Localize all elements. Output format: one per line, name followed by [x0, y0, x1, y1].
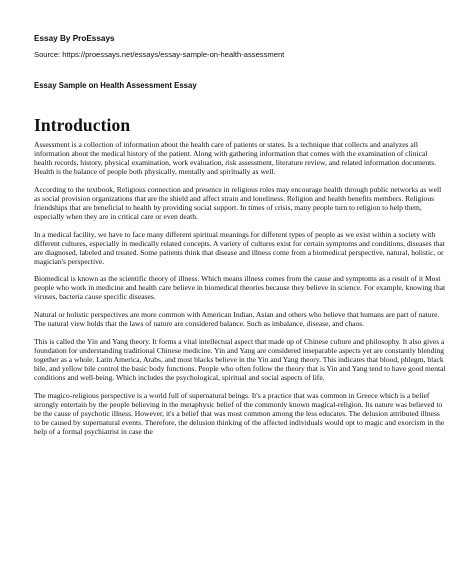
source-line [34, 50, 284, 59]
paragraph: Natural or holistic perspectives are more common with American Indian, Asian and others who believe that humans are part of nature. The natural view holds that the laws of nature are considered balance. Such as imbalance, disease, and chaos. [34, 310, 440, 329]
source-url[interactable]: https://proessays.net/essays/essay-sample-on-health-assessment [62, 50, 285, 59]
essay-title: Essay Sample on Health Assessment Essay [34, 81, 197, 90]
source-label: Source: [34, 50, 63, 59]
paragraph: In a medical facility, we have to face many different spiritual meanings for different types of people as we exist within a society with different cultures, especially in medically related concepts. A variety of cultures exist for certain symptoms and conditions, diseases that are diagnosed, labeled and treated. Some patients think that disease and illness come from a biomedical perspective, natural, holistic, or magician's perspective. [34, 229, 445, 266]
brand-header: Essay By ProEssays [34, 34, 115, 43]
paragraph: Biomedical is known as the scientific theory of illness. Which means illness comes from the cause and symptoms as a result of it Most people who work in medicine and health care believe in biomedical theories because they believe in science. For example, knowing that viruses, bacteria cause specific diseases. [34, 274, 446, 302]
essay-body [34, 140, 446, 444]
paragraph: The magico-religious perspective is a world full of supernatural beings. It's a practice that was common in Greece which is a belief strongly entertain by the people believing in the metaphysic belief of the commonly known magical-religion. Its nature was believed to be the cause of psychotic illness. However, it's a belief that was most common among the less educates. The delusion attributed illness to be caused by supernatural events. Therefore, the delusion thinking of the affected individuals would opt to magic and exorcism in the help of a formal psychiatrist in case the [34, 390, 445, 436]
paragraph: Assessment is a collection of information about the health care of patients or states. Is a technique that collects and analyzes all information about the medical history of the patient. Along with gathering information that comes with the examination of clinical health records, history, physical examination, work evaluation, risk assessment, literature review, and related information documents. Health is the balance of people both physically, mentally and spiritually as well. [34, 140, 437, 177]
paragraph: According to the textbook, Religious connection and presence in religious roles may encourage health through public networks as well as social provision organizations that are the shield and affect strain and loneliness. Religion and health benefits members. Religious friendships that are beneficial to health by providing social support. In times of crisis, many people turn to religion to help them, especially when they are in critical care or even death. [34, 184, 442, 221]
section-heading: Introduction [34, 115, 131, 135]
paragraph: This is called the Yin and Yang theory. It forms a vital intellectual aspect that made up of Chinese culture and philosophy. It also gives a foundation for understanding traditional Chinese medicine. Yin and Yang are considered inseparable aspects yet are constantly blending together as a whole. Latin America, Arabs, and most blacks believe in the Yin and Yang theory. This indicates that blood, phlegm, black bile, and yellow bile control the basic body functions. People who often follow the theory that is Yin and Yang tend to have good mental conditions and well-being. Which includes the psychological, spiritual and social aspects of life. [34, 336, 446, 382]
